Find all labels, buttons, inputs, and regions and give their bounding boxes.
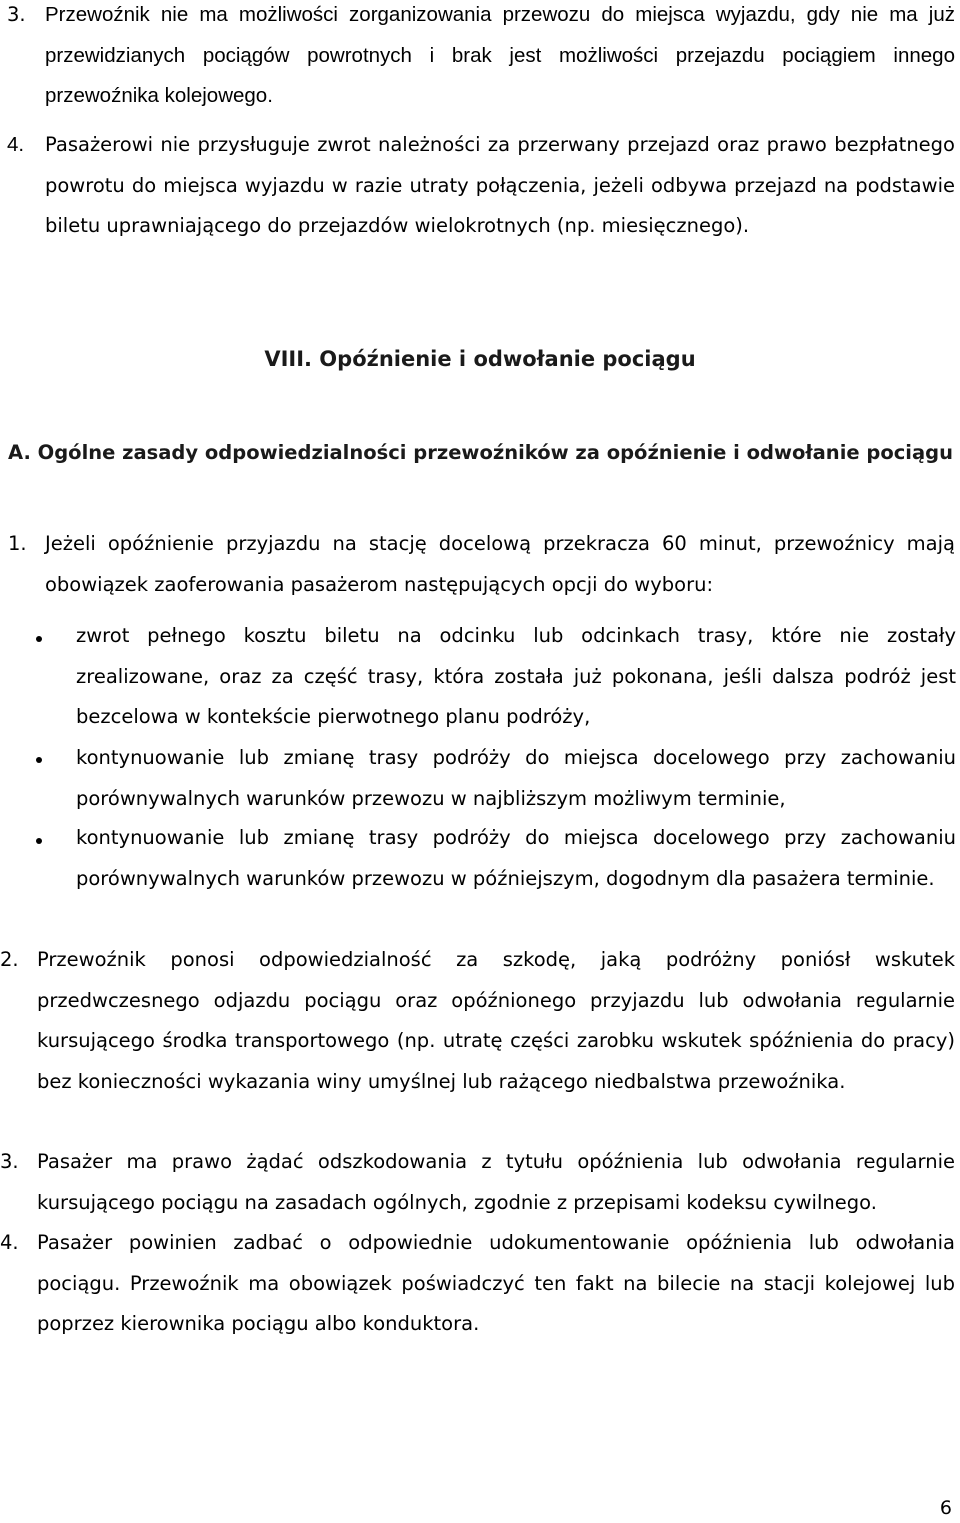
bullet-icon xyxy=(36,636,42,642)
list-number: 4. xyxy=(0,1231,19,1254)
list-item-text: Jeżeli opóźnienie przyjazdu na stację docelową przekracza 60 minut, przewoźnicy mają obowiązek zaoferowania pasażerom następujących opcji do wyboru: xyxy=(45,532,955,596)
list-item-text: Pasażerowi nie przysługuje zwrot należności za przerwany przejazd oraz prawo bezpłatnego powrotu do miejsca wyjazdu w razie utraty połączenia, jeżeli odbywa przejazd na podstawie biletu uprawniającego do przejazdów wielokrotnych (np. miesięcznego). xyxy=(45,133,955,238)
list-number: 2. xyxy=(0,948,19,971)
bullet-icon xyxy=(36,757,42,763)
page-number: 6 xyxy=(939,1497,952,1519)
bullet-item-text: kontynuowanie lub zmianę trasy podróży do miejsca docelowego przy zachowaniu porównywalnych warunków przewozu w najbliższym możliwym terminie, xyxy=(76,746,956,810)
list-number: 3. xyxy=(0,1150,19,1173)
list-item-text: Przewoźnik ponosi odpowiedzialność za szkodę, jaką podróżny poniósł wskutek przedwczesnego odjazdu pociągu oraz opóźnionego przyjazdu lub odwołania regularnie kursującego środka transportowego (np. utratę części zarobku wskutek spóźnienia do pracy) bez konieczności wykazania winy umyślnej lub rażącego niedbalstwa przewoźnika. xyxy=(37,948,955,1093)
subsection-heading: A. Ogólne zasady odpowiedzialności przewoźników za opóźnienie i odwołanie pociągu xyxy=(8,441,953,464)
list-item-text: Pasażer ma prawo żądać odszkodowania z tytułu opóźnienia lub odwołania regularnie kursującego pociągu na zasadach ogólnych, zgodnie z przepisami kodeksu cywilnego. xyxy=(37,1150,955,1214)
section-heading: VIII. Opóźnienie i odwołanie pociągu xyxy=(264,347,696,371)
list-item-text: Pasażer powinien zadbać o odpowiednie udokumentowanie opóźnienia lub odwołania pociągu. Przewoźnik ma obowiązek poświadczyć ten fakt na bilecie na stacji kolejowej lub poprzez kierownika pociągu albo konduktora. xyxy=(37,1231,955,1336)
list-item-text: Przewoźnik nie ma możliwości zorganizowania przewozu do miejsca wyjazdu, gdy nie ma już przewidzianych pociągów powrotnych i brak jest możliwości przejazdu pociągiem innego przewoźnika kolejowego. xyxy=(45,3,955,108)
list-number: 1. xyxy=(8,532,27,555)
bullet-item-text: kontynuowanie lub zmianę trasy podróży do miejsca docelowego przy zachowaniu porównywalnych warunków przewozu w późniejszym, dogodnym dla pasażera terminie. xyxy=(76,826,956,890)
bullet-item-text: zwrot pełnego kosztu biletu na odcinku lub odcinkach trasy, które nie zostały zrealizowane, oraz za część trasy, która została już pokonana, jeśli dalsza podróż jest bezcelowa w kontekście pierwotnego planu podróży, xyxy=(76,624,956,729)
list-number: 3. xyxy=(7,3,26,26)
bullet-icon xyxy=(36,838,42,844)
list-number: 4. xyxy=(7,133,25,156)
